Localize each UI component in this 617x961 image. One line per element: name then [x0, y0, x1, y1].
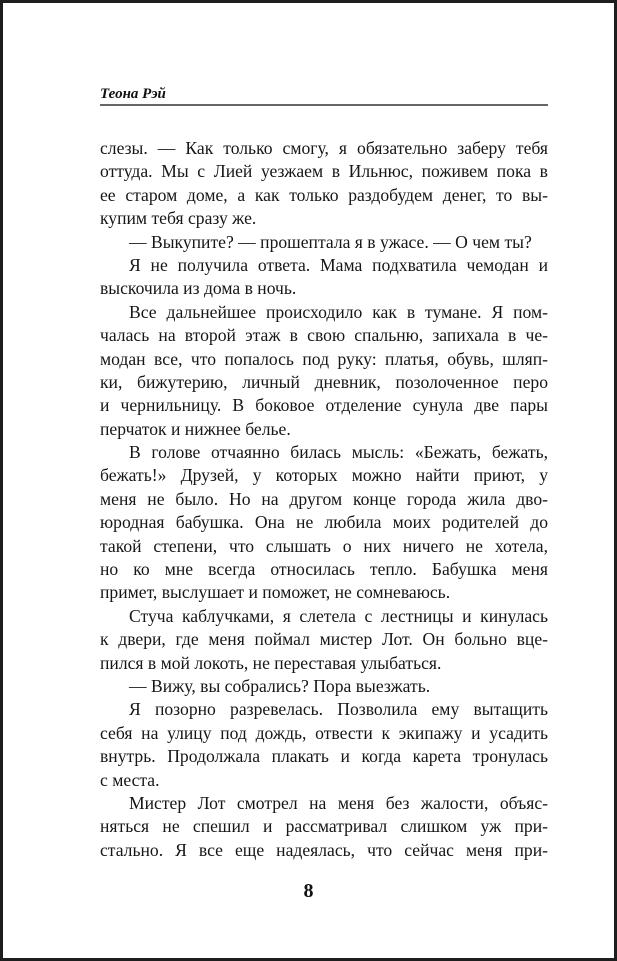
text-line: к двери, где меня поймал мистер Лот. Он больно вце-: [100, 629, 548, 650]
text-line: перчаток и нижнее белье.: [100, 418, 291, 439]
paragraph: [100, 231, 548, 254]
text-line: Мистер Лот смотрел на меня без жалости, объяс-: [129, 792, 548, 813]
text-line: внутрь. Продолжала плакать и когда карета тронулась: [100, 746, 548, 767]
page-body-text: [100, 137, 548, 862]
text-line: примет, выслушает и поможет, не сомневаюсь.: [100, 582, 451, 603]
text-line: ее старом доме, а как только раздобудем денег, то вы-: [100, 184, 548, 205]
text-line: купим тебя сразу же.: [100, 208, 257, 229]
text-line: — Выкупите? — прошептала я в ужасе. — О чем ты?: [129, 231, 532, 252]
paragraph: [100, 301, 548, 441]
text-line: стально. Я все еще надеялась, что сейчас меня при-: [100, 839, 548, 860]
text-line: бежать!» Друзей, у которых можно найти приют, у: [100, 465, 548, 486]
running-header-author: Теона Рэй: [100, 86, 166, 102]
paragraph: [100, 254, 548, 301]
text-line: чалась на второй этаж в свою спальню, запихала в че-: [100, 325, 548, 346]
text-line: няться не спешил и рассматривал слишком уж при-: [100, 816, 548, 837]
paragraph: [100, 441, 548, 605]
text-line: но ко мне всегда относилась тепло. Бабушка меня: [100, 559, 548, 580]
text-line: такой степени, что слышать о них ничего не хотела,: [100, 535, 548, 556]
paragraph: [100, 137, 548, 231]
text-line: меня не было. Но на другом конце города жила дво-: [100, 488, 548, 509]
text-line: модан все, что попалось под руку: платья, обувь, шляп-: [100, 348, 548, 369]
text-line: себя на улицу под дождь, отвести к экипажу и усадить: [100, 722, 548, 743]
paragraph: [100, 792, 548, 862]
text-line: Стуча каблучками, я слетела с лестницы и кинулась: [129, 605, 548, 626]
text-line: Я позорно разревелась. Позволила ему вытащить: [129, 699, 548, 720]
text-line: с места.: [100, 769, 160, 790]
text-line: Я не получила ответа. Мама подхватила чемодан и: [129, 254, 548, 275]
paragraph: [100, 605, 548, 675]
text-line: Все дальнейшее происходило как в тумане. Я пом-: [129, 301, 548, 322]
text-line: пился в мой локоть, не переставая улыбаться.: [100, 652, 442, 673]
text-line: юродная бабушка. Она не любила моих родителей до: [100, 512, 548, 533]
header-rule: [100, 104, 548, 106]
text-line: — Вижу, вы собрались? Пора выезжать.: [129, 675, 431, 696]
paragraph: [100, 675, 548, 698]
text-line: слезы. — Как только смогу, я обязательно заберу тебя: [100, 138, 548, 158]
text-line: ки, бижутерию, личный дневник, позолоченное перо: [100, 371, 548, 392]
page-number: 8: [303, 880, 314, 902]
text-line: В голове отчаянно билась мысль: «Бежать, бежать,: [129, 442, 548, 463]
text-line: оттуда. Мы с Лией уезжаем в Ильнюс, поживем пока в: [100, 161, 548, 182]
text-line: выскочила из дома в ночь.: [100, 278, 297, 299]
paragraph: [100, 698, 548, 792]
text-line: и чернильницу. В боковое отделение сунула две пары: [100, 395, 548, 416]
